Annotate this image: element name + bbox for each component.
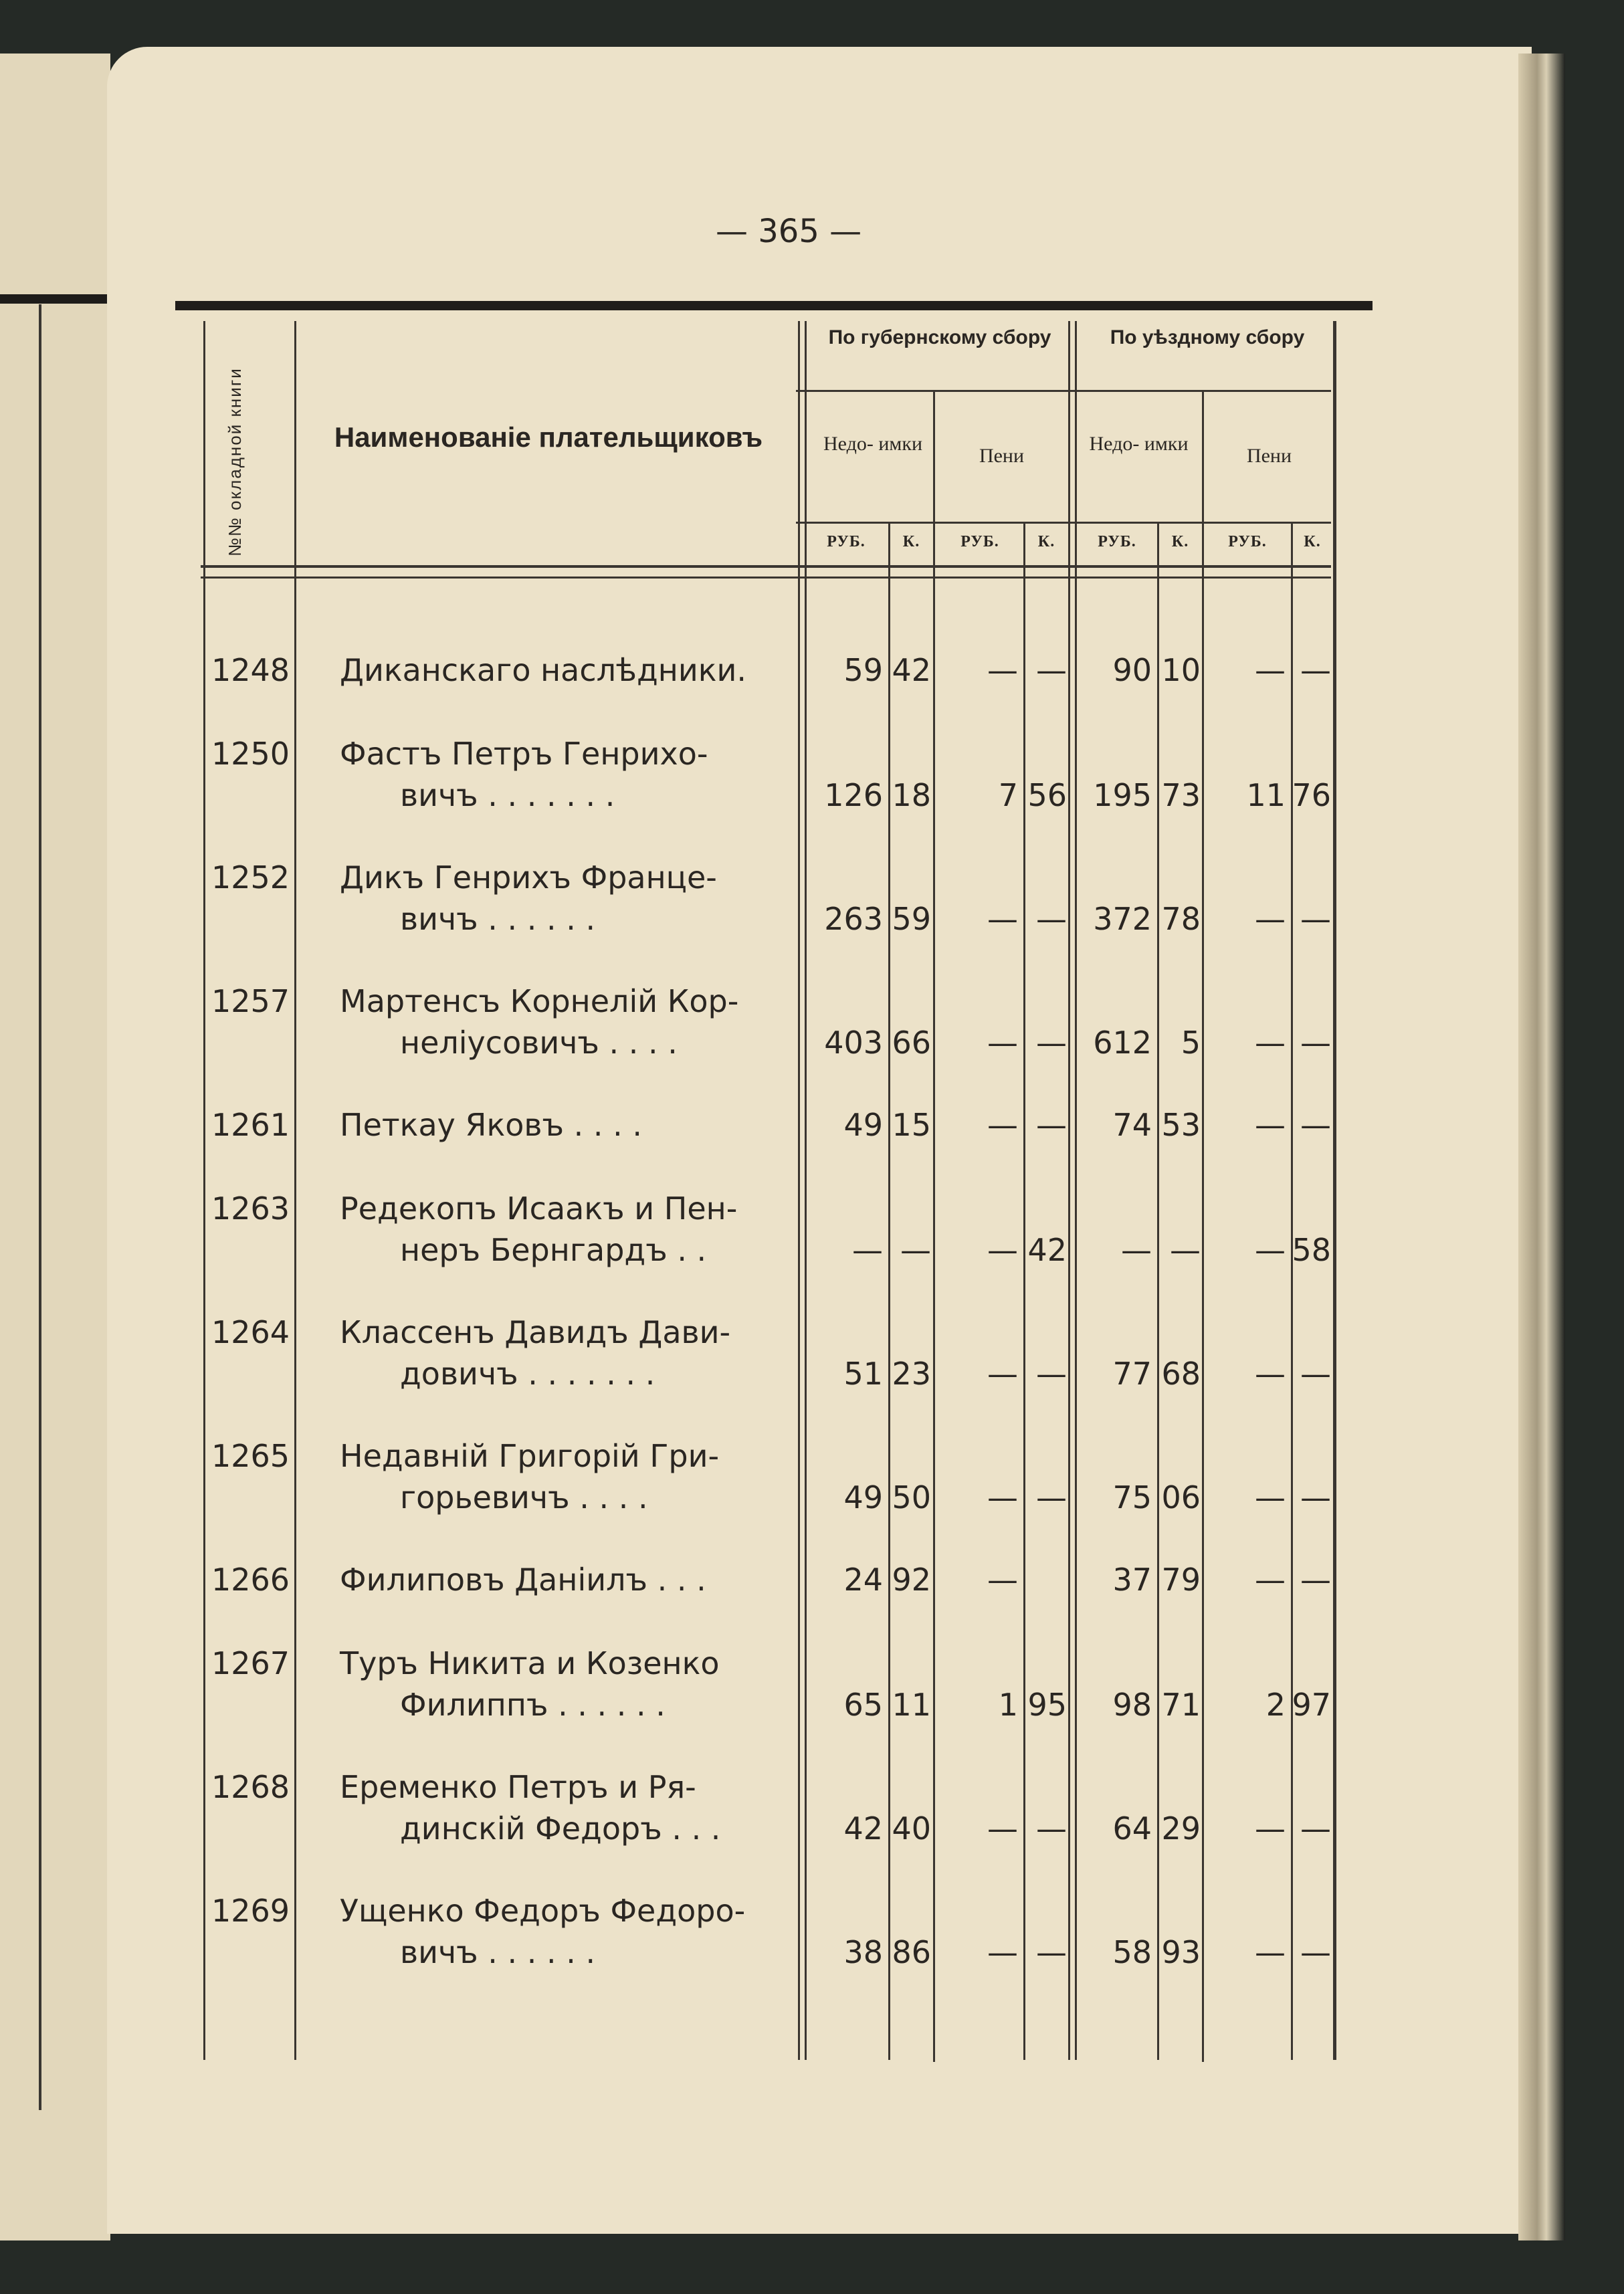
amount-un-r: 612 <box>1093 1025 1152 1061</box>
amount-up-r: — <box>1255 901 1286 937</box>
amount-up-r: — <box>1255 1356 1286 1392</box>
amount-gn-k: 18 <box>892 777 931 813</box>
header-name: Наименованіе плательщиковъ <box>334 421 763 453</box>
amount-up-k: — <box>1300 1107 1331 1143</box>
amount-up-k: — <box>1300 1562 1331 1598</box>
payer-name: Классенъ Давидъ Дави- <box>340 1314 731 1350</box>
amount-up-r: 11 <box>1246 777 1286 813</box>
payer-name-cont: вичъ . . . . . . . <box>400 777 615 813</box>
amount-up-k: 58 <box>1292 1232 1331 1268</box>
amount-un-k: 5 <box>1181 1025 1201 1061</box>
amount-un-k: 29 <box>1161 1810 1201 1847</box>
amount-gp-k: — <box>1036 901 1067 937</box>
amount-un-r: 195 <box>1093 777 1152 813</box>
amount-gp-r: — <box>987 652 1018 688</box>
payer-name: Туръ Никита и Козенко <box>340 1645 720 1681</box>
table-top-rule <box>175 301 1373 310</box>
payer-name: Недавній Григорій Гри- <box>340 1438 720 1474</box>
header-gub-nedoimki: Недо- имки <box>823 433 922 455</box>
payer-name: Петкау Яковъ . . . . <box>340 1107 642 1143</box>
header-uezd-group: По уѣздному сбору <box>1110 326 1305 348</box>
amount-un-k: 53 <box>1161 1107 1201 1143</box>
amount-gn-r: 49 <box>843 1479 883 1516</box>
amount-un-r: 372 <box>1093 901 1152 937</box>
amount-gn-r: 38 <box>843 1934 883 1970</box>
amount-gn-r: 49 <box>843 1107 883 1143</box>
amount-up-k: — <box>1300 1810 1331 1847</box>
amount-gn-r: 126 <box>824 777 883 813</box>
amount-up-k: — <box>1300 652 1331 688</box>
amount-gp-k: 56 <box>1027 777 1067 813</box>
payer-name: Мартенсъ Корнелій Кор- <box>340 983 739 1019</box>
book-number: 1265 <box>211 1438 290 1474</box>
amount-un-r: 75 <box>1112 1479 1152 1516</box>
payer-name-cont: горьевичъ . . . . <box>400 1479 648 1516</box>
amount-up-k: — <box>1300 1934 1331 1970</box>
payer-name: Ущенко Федоръ Федоро- <box>340 1893 746 1929</box>
payer-name: Еременко Петръ и Ря- <box>340 1769 696 1805</box>
header-uezd-nedoimki: Недо- имки <box>1089 433 1189 455</box>
left-page-rule <box>0 294 107 304</box>
amount-up-r: — <box>1255 1025 1286 1061</box>
amount-gn-k: 42 <box>892 652 931 688</box>
payer-name-cont: довичъ . . . . . . . <box>400 1356 655 1392</box>
amount-gp-k: — <box>1036 1107 1067 1143</box>
amount-gp-k: — <box>1036 1479 1067 1516</box>
payer-name-cont: неръ Бернгардъ . . <box>400 1232 707 1268</box>
page-number: — 365 — <box>716 213 862 250</box>
amount-gn-r: 24 <box>843 1562 883 1598</box>
amount-up-r: — <box>1255 1562 1286 1598</box>
amount-gn-k: 66 <box>892 1025 931 1061</box>
payer-name-cont: Филиппъ . . . . . . <box>400 1687 666 1723</box>
payer-name-cont: динскій Федоръ . . . <box>400 1810 721 1847</box>
amount-gp-k: — <box>1036 1810 1067 1847</box>
amount-up-r: — <box>1255 1232 1286 1268</box>
amount-gn-k: 92 <box>892 1562 931 1598</box>
amount-gn-r: 403 <box>824 1025 883 1061</box>
amount-up-k: 97 <box>1292 1687 1331 1723</box>
amount-gp-r: — <box>987 1356 1018 1392</box>
amount-un-k: 78 <box>1161 901 1201 937</box>
payer-name-cont: неліусовичъ . . . . <box>400 1025 678 1061</box>
amount-gn-k: 40 <box>892 1810 931 1847</box>
unit-kop: К. <box>902 533 920 550</box>
amount-un-k: 71 <box>1161 1687 1201 1723</box>
amount-un-r: 77 <box>1112 1356 1152 1392</box>
payer-name: Фастъ Петръ Генрихо- <box>340 736 708 772</box>
amount-un-k: — <box>1170 1232 1201 1268</box>
payer-name: Диканскаго наслѣдники. <box>340 652 747 688</box>
book-number: 1261 <box>211 1107 290 1143</box>
amount-up-k: — <box>1300 901 1331 937</box>
header-book-number: №№ окладной книги <box>225 367 245 556</box>
amount-un-k: 73 <box>1161 777 1201 813</box>
payer-name-cont: вичъ . . . . . . <box>400 901 596 937</box>
unit-kop: К. <box>1171 533 1189 550</box>
amount-up-r: 2 <box>1265 1687 1286 1723</box>
amount-gp-k: — <box>1036 1934 1067 1970</box>
amount-up-k: 76 <box>1292 777 1331 813</box>
amount-un-r: 74 <box>1112 1107 1152 1143</box>
amount-gp-r: — <box>987 1810 1018 1847</box>
amount-up-r: — <box>1255 1934 1286 1970</box>
book-number: 1268 <box>211 1769 290 1805</box>
unit-rub: РУБ. <box>1098 533 1136 550</box>
amount-gp-r: 7 <box>998 777 1018 813</box>
amount-un-r: 58 <box>1112 1934 1152 1970</box>
amount-un-k: 93 <box>1161 1934 1201 1970</box>
amount-gp-k: — <box>1036 1356 1067 1392</box>
amount-up-k: — <box>1300 1479 1331 1516</box>
amount-un-k: 06 <box>1161 1479 1201 1516</box>
book-number: 1266 <box>211 1562 290 1598</box>
unit-rub: РУБ. <box>1228 533 1267 550</box>
amount-gp-r: 1 <box>998 1687 1018 1723</box>
group-sub-line <box>796 390 1331 392</box>
amount-gn-k: 11 <box>892 1687 931 1723</box>
header-uezd-peni: Пени <box>1246 445 1292 467</box>
amount-gp-r: — <box>987 1934 1018 1970</box>
amount-gp-k: 95 <box>1027 1687 1067 1723</box>
unit-rub: РУБ. <box>827 533 866 550</box>
amount-un-r: 64 <box>1112 1810 1152 1847</box>
unit-kop: К. <box>1037 533 1055 550</box>
amount-gn-r: 263 <box>824 901 883 937</box>
payer-name: Редекопъ Исаакъ и Пен- <box>340 1190 738 1227</box>
amount-gp-k: — <box>1036 1025 1067 1061</box>
payer-name: Дикъ Генрихъ Франце- <box>340 859 717 896</box>
left-page-edge <box>0 54 110 2240</box>
amount-gn-k: 15 <box>892 1107 931 1143</box>
book-number: 1252 <box>211 859 290 896</box>
amount-un-r: 37 <box>1112 1562 1152 1598</box>
book-number: 1248 <box>211 652 290 688</box>
amount-up-r: — <box>1255 1107 1286 1143</box>
amount-un-k: 68 <box>1161 1356 1201 1392</box>
book-number: 1264 <box>211 1314 290 1350</box>
header-gub-group: По губернскому сбору <box>828 326 1051 348</box>
left-page-line <box>39 304 41 2110</box>
book-number: 1257 <box>211 983 290 1019</box>
book-spine <box>1518 54 1565 2240</box>
book-number: 1269 <box>211 1893 290 1929</box>
amount-un-k: 79 <box>1161 1562 1201 1598</box>
amount-gn-k: 23 <box>892 1356 931 1392</box>
amount-un-r: — <box>1121 1232 1152 1268</box>
book-number: 1267 <box>211 1645 290 1681</box>
amount-gn-r: 65 <box>843 1687 883 1723</box>
amount-gp-r: — <box>987 901 1018 937</box>
book-number: 1263 <box>211 1190 290 1227</box>
amount-gp-k: — <box>1036 652 1067 688</box>
amount-gp-r: — <box>987 1232 1018 1268</box>
amount-gp-r: — <box>987 1107 1018 1143</box>
unit-line <box>796 522 1331 524</box>
amount-gp-r: — <box>987 1479 1018 1516</box>
amount-gp-k: 42 <box>1027 1232 1067 1268</box>
header-bottom-line-2 <box>201 577 1331 579</box>
amount-up-k: — <box>1300 1025 1331 1061</box>
unit-kop: К. <box>1304 533 1321 550</box>
amount-up-r: — <box>1255 1810 1286 1847</box>
amount-un-r: 90 <box>1112 652 1152 688</box>
header-bottom-line <box>201 565 1331 568</box>
payer-name: Филиповъ Даніилъ . . . <box>340 1562 706 1598</box>
amount-up-r: — <box>1255 652 1286 688</box>
header-gub-peni: Пени <box>979 445 1025 467</box>
amount-gn-r: 59 <box>843 652 883 688</box>
unit-rub: РУБ. <box>960 533 999 550</box>
amount-gn-r: 42 <box>843 1810 883 1847</box>
amount-gn-k: 50 <box>892 1479 931 1516</box>
amount-gn-k: 59 <box>892 901 931 937</box>
amount-gn-k: 86 <box>892 1934 931 1970</box>
amount-up-k: — <box>1300 1356 1331 1392</box>
amount-gp-r: — <box>987 1025 1018 1061</box>
amount-gn-k: — <box>900 1232 931 1268</box>
amount-gn-r: 51 <box>843 1356 883 1392</box>
book-number: 1250 <box>211 736 290 772</box>
amount-gn-r: — <box>852 1232 883 1268</box>
amount-un-k: 10 <box>1161 652 1201 688</box>
amount-up-r: — <box>1255 1479 1286 1516</box>
amount-un-r: 98 <box>1112 1687 1152 1723</box>
amount-gp-r: — <box>987 1562 1018 1598</box>
payer-name-cont: вичъ . . . . . . <box>400 1934 596 1970</box>
